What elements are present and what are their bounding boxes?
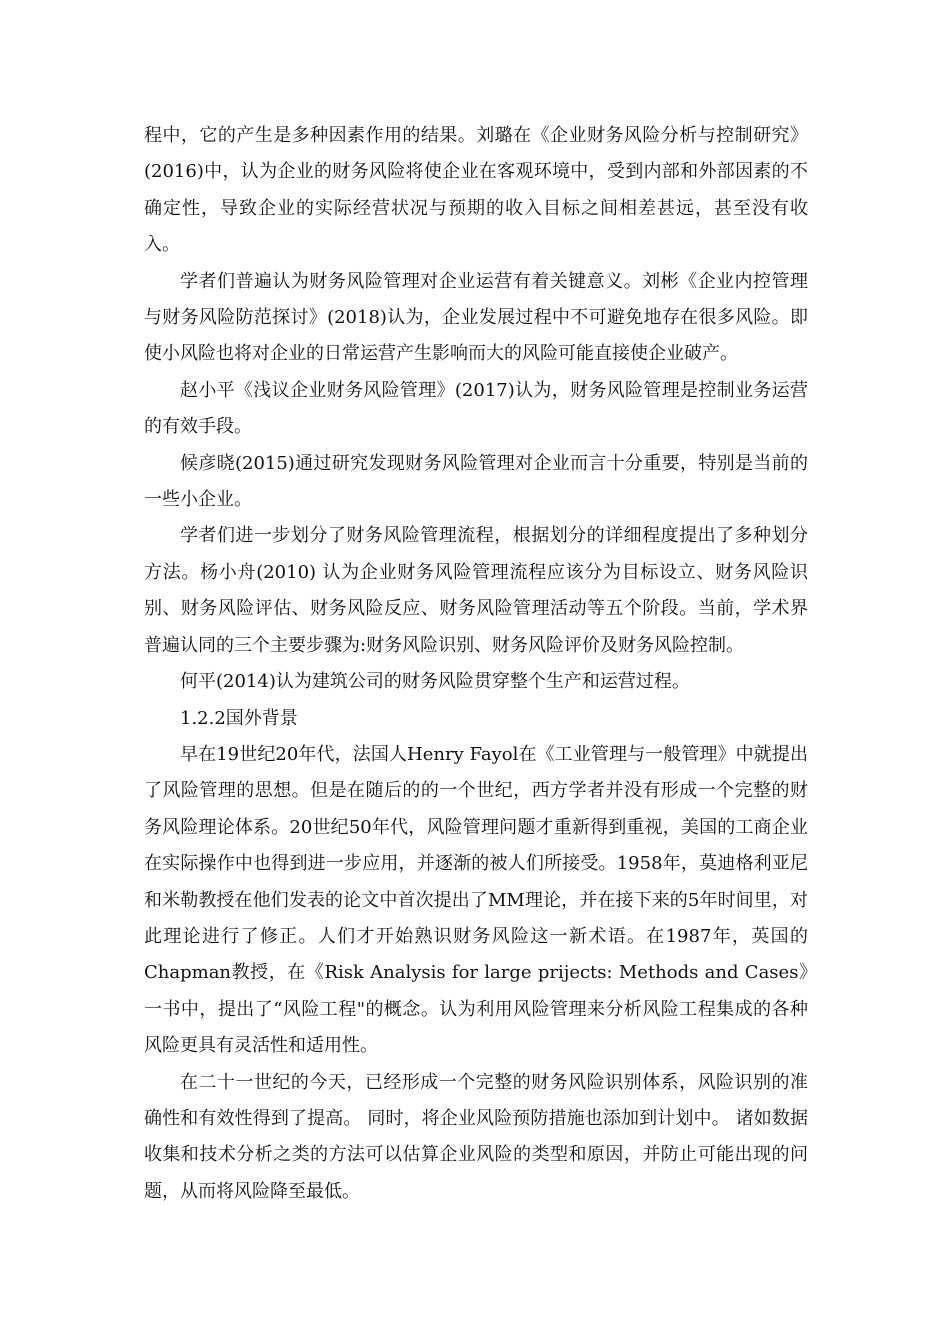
paragraph-zhao-xiaoping: 赵小平《浅议企业财务风险管理》(2017)认为，财务风险管理是控制业务运营的有效手段。: [144, 379, 808, 438]
paragraph-risk-process: 学者们进一步划分了财务风险管理流程，根据划分的详细程度提出了多种划分方法。杨小舟(2010) 认为企业财务风险管理流程应该分为目标设立、财务风险识别、财务风险评估、财务风险反应、财务风险管理活动等五个阶段。当前，学术界普遍认同的三个主要步骤为:财务风险识别、财务风险评价及财务风险控制。: [144, 525, 808, 656]
paragraph-he-ping: 何平(2014)认为建筑公司的财务风险贯穿整个生产和运营过程。: [180, 671, 690, 693]
section-heading: 1.2.2国外背景: [180, 707, 298, 729]
paragraph-foreign-history: 早在19世纪20年代，法国人Henry Fayol在《工业管理与一般管理》中就提出了风险管理的思想。但是在随后的的一个世纪，西方学者并没有形成一个完整的财务风险理论体系。20世纪50年代，风险管理问题才重新得到重视，美国的工商企业在实际操作中也得到进一步应用，并逐渐的被人们所接受。1958年，莫迪格利亚尼和米勒教授在他们发表的论文中首次提出了MM理论，并在接下来的5年时间里，对此理论进行了修正。人们才开始熟识财务风险这一新术语。在1987年，英国的Chapman教授，在《Risk Analysis for large prijects: Methods and Cases》一书中，提出了“风险工程"的概念。认为利用风险管理来分析风险工程集成的各种风险更具有灵活性和适用性。: [144, 743, 808, 1057]
paragraph-continuation: 程中，它的产生是多种因素作用的结果。刘璐在《企业财务风险分析与控制研究》(2016)中，认为企业的财务风险将使企业在客观环境中，受到内部和外部因素的不确定性，导致企业的实际经营状况与预期的收入目标之间相差甚远，甚至没有收入。: [144, 125, 808, 256]
page-body: [144, 118, 808, 1210]
paragraph-hou-yanxiao: 候彦晓(2015)通过研究发现财务风险管理对企业而言十分重要，特别是当前的一些小企业。: [144, 452, 808, 511]
paragraph-21st-century: 在二十一世纪的今天，已经形成一个完整的财务风险识别体系，风险识别的准确性和有效性得到了提高。 同时，将企业风险预防措施也添加到计划中。 诸如数据收集和技术分析之类的方法可以估算企业风险的类型和原因，并防止可能出现的问题，从而将风险降至最低。: [144, 1071, 808, 1202]
paragraph-scholars-consensus: 学者们普遍认为财务风险管理对企业运营有着关键意义。刘彬《企业内控管理与财务风险防范探讨》(2018)认为，企业发展过程中不可避免地存在很多风险。即使小风险也将对企业的日常运营产生影响而大的风险可能直接使企业破产。: [144, 270, 808, 365]
